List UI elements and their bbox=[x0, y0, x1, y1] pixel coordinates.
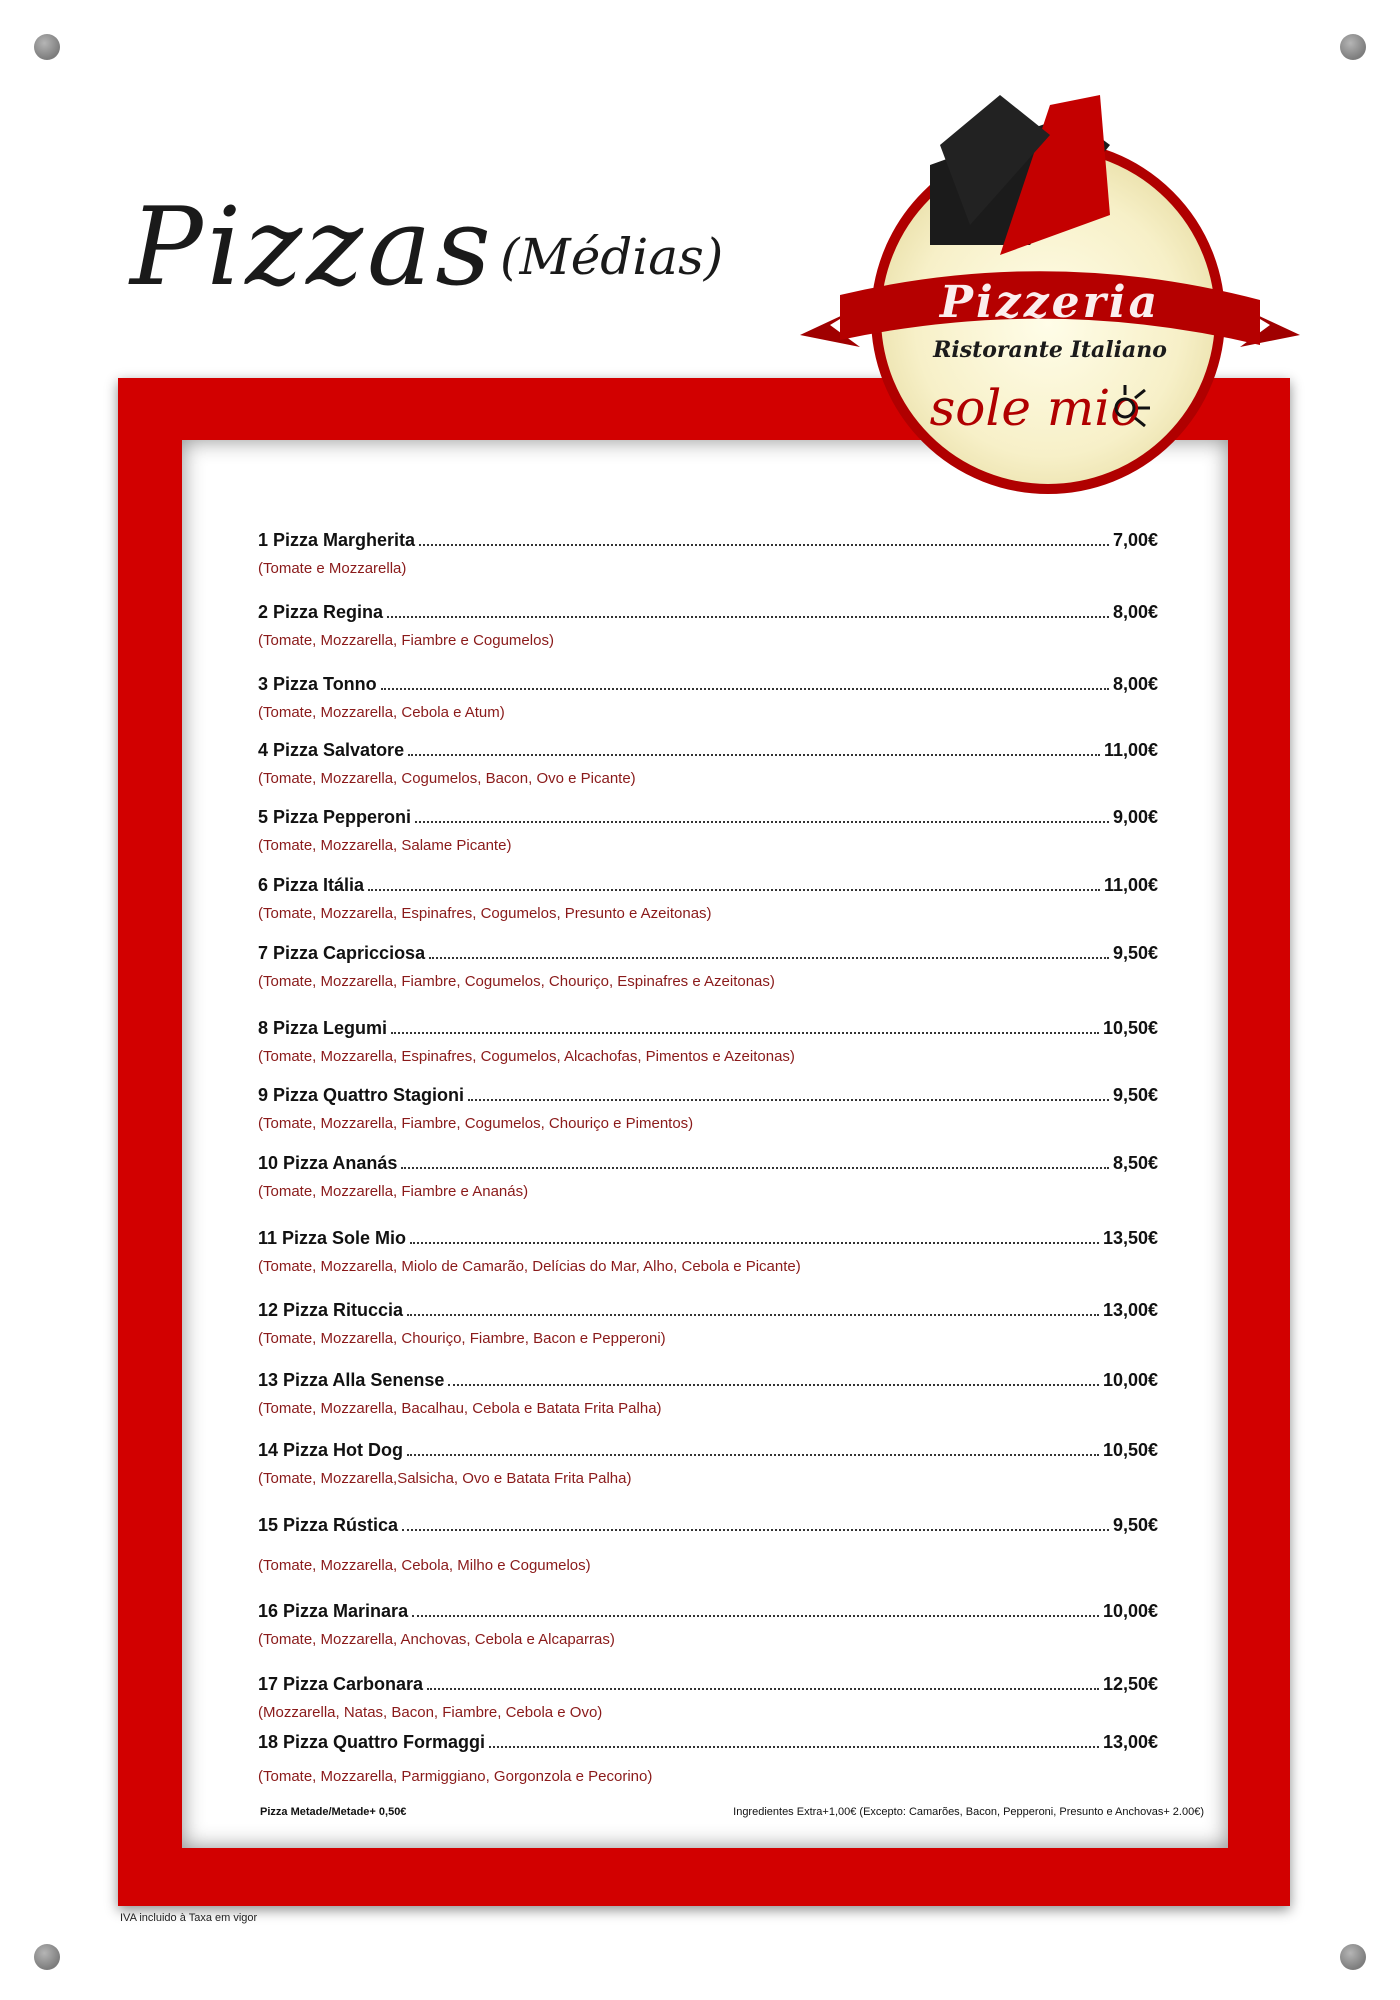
dotted-leader bbox=[408, 754, 1100, 756]
dotted-leader bbox=[415, 821, 1109, 823]
menu-item bbox=[258, 1018, 1158, 1088]
menu-item-name: 3 Pizza Tonno bbox=[258, 674, 377, 694]
menu-item bbox=[258, 674, 1158, 744]
menu-item-price: 13,00€ bbox=[1102, 1300, 1158, 1320]
menu-item-name: 9 Pizza Quattro Stagioni bbox=[258, 1085, 465, 1105]
menu-item bbox=[258, 530, 1158, 600]
menu-item-price: 9,00€ bbox=[1112, 807, 1158, 827]
menu-item-description: (Tomate, Mozzarella, Fiambre e Ananás) bbox=[258, 1183, 529, 1200]
menu-item-price: 13,50€ bbox=[1102, 1228, 1158, 1248]
menu-item bbox=[258, 602, 1158, 672]
menu-item bbox=[258, 875, 1158, 945]
menu-item-name: 18 Pizza Quattro Formaggi bbox=[258, 1732, 486, 1752]
dotted-leader bbox=[407, 1314, 1099, 1316]
menu-item-description: (Tomate, Mozzarella, Chouriço, Fiambre, Bacon e Pepperoni) bbox=[258, 1330, 666, 1347]
menu-item-name: 7 Pizza Capricciosa bbox=[258, 943, 426, 963]
dotted-leader bbox=[410, 1242, 1099, 1244]
logo-brand: sole mio bbox=[929, 379, 1141, 437]
logo-tagline: Ristorante Italiano bbox=[933, 337, 1167, 363]
menu-item bbox=[258, 1085, 1158, 1155]
dotted-leader bbox=[391, 1032, 1099, 1034]
menu-item bbox=[258, 1440, 1158, 1510]
pin-top-left bbox=[34, 34, 60, 60]
pin-bottom-right bbox=[1340, 1944, 1366, 1970]
menu-item bbox=[258, 1370, 1158, 1440]
menu-item-price: 13,00€ bbox=[1102, 1732, 1158, 1752]
dotted-leader bbox=[381, 688, 1109, 690]
menu-item-price: 11,00€ bbox=[1103, 740, 1158, 760]
menu-item-description: (Tomate, Mozzarella, Anchovas, Cebola e Alcaparras) bbox=[258, 1631, 615, 1648]
menu-item-description: (Tomate, Mozzarella, Cebola, Milho e Cogumelos) bbox=[258, 1557, 591, 1574]
dotted-leader bbox=[412, 1615, 1099, 1617]
menu-item-description: (Tomate, Mozzarella, Espinafres, Cogumelos, Presunto e Azeitonas) bbox=[258, 905, 712, 922]
menu-item-price: 10,50€ bbox=[1102, 1440, 1158, 1460]
page-subtitle: (Médias) bbox=[500, 228, 724, 286]
dotted-leader bbox=[429, 957, 1109, 959]
menu-item-name: 2 Pizza Regina bbox=[258, 602, 384, 622]
menu-item bbox=[258, 1732, 1158, 1802]
menu-item-description: (Tomate, Mozzarella, Fiambre e Cogumelos) bbox=[258, 632, 554, 649]
pin-bottom-left bbox=[34, 1944, 60, 1970]
dotted-leader bbox=[368, 889, 1100, 891]
menu-item-name: 11 Pizza Sole Mio bbox=[258, 1228, 407, 1248]
menu-item-price: 12,50€ bbox=[1102, 1674, 1158, 1694]
vat-note: IVA incluido à Taxa em vigor bbox=[120, 1912, 258, 1924]
menu-item-description: (Tomate e Mozzarella) bbox=[258, 560, 407, 577]
menu-item-description: (Tomate, Mozzarella, Miolo de Camarão, Delícias do Mar, Alho, Cebola e Picante) bbox=[258, 1258, 801, 1275]
menu-item-price: 9,50€ bbox=[1112, 1085, 1158, 1105]
menu-item-price: 7,00€ bbox=[1112, 530, 1158, 550]
menu-item bbox=[258, 1515, 1158, 1585]
logo-name: Pizzeria bbox=[939, 277, 1161, 328]
dotted-leader bbox=[427, 1688, 1099, 1690]
menu-item-name: 17 Pizza Carbonara bbox=[258, 1674, 424, 1694]
menu-item bbox=[258, 1300, 1158, 1370]
menu-item-name: 4 Pizza Salvatore bbox=[258, 740, 405, 760]
menu-item bbox=[258, 1228, 1158, 1298]
page-title: Pizzas bbox=[130, 185, 495, 310]
menu-item-price: 9,50€ bbox=[1112, 1515, 1158, 1535]
dotted-leader bbox=[402, 1529, 1109, 1531]
menu-item-name: 15 Pizza Rústica bbox=[258, 1515, 399, 1535]
menu-item-price: 10,00€ bbox=[1102, 1601, 1158, 1621]
menu-item-name: 16 Pizza Marinara bbox=[258, 1601, 409, 1621]
dotted-leader bbox=[468, 1099, 1109, 1101]
menu-item-price: 10,50€ bbox=[1102, 1018, 1158, 1038]
menu-item bbox=[258, 1153, 1158, 1223]
dotted-leader bbox=[401, 1167, 1109, 1169]
menu-item-name: 1 Pizza Margherita bbox=[258, 530, 416, 550]
menu-item-name: 12 Pizza Rituccia bbox=[258, 1300, 404, 1320]
extras-note: Ingredientes Extra+1,00€ (Excepto: Camarões, Bacon, Pepperoni, Presunto e Anchovas+ 2.00€) bbox=[733, 1806, 1204, 1818]
menu-item-name: 5 Pizza Pepperoni bbox=[258, 807, 412, 827]
menu-item-name: 10 Pizza Ananás bbox=[258, 1153, 398, 1173]
menu-item-description: (Tomate, Mozzarella, Parmiggiano, Gorgonzola e Pecorino) bbox=[258, 1768, 653, 1785]
menu-item bbox=[258, 740, 1158, 810]
menu-item-description: (Mozzarella, Natas, Bacon, Fiambre, Cebola e Ovo) bbox=[258, 1704, 603, 1721]
menu-item-price: 8,50€ bbox=[1112, 1153, 1158, 1173]
dotted-leader bbox=[489, 1746, 1099, 1748]
menu-item-price: 8,00€ bbox=[1112, 602, 1158, 622]
menu-item-name: 6 Pizza Itália bbox=[258, 875, 365, 895]
half-half-note: Pizza Metade/Metade+ 0,50€ bbox=[260, 1806, 407, 1818]
menu-item-price: 8,00€ bbox=[1112, 674, 1158, 694]
menu-item-description: (Tomate, Mozzarella, Cogumelos, Bacon, Ovo e Picante) bbox=[258, 770, 636, 787]
dotted-leader bbox=[387, 616, 1109, 618]
menu-item-description: (Tomate, Mozzarella,Salsicha, Ovo e Batata Frita Palha) bbox=[258, 1470, 632, 1487]
pizzeria-logo bbox=[800, 85, 1300, 525]
menu-item-price: 11,00€ bbox=[1103, 875, 1158, 895]
menu-item-description: (Tomate, Mozzarella, Salame Picante) bbox=[258, 837, 512, 854]
dotted-leader bbox=[407, 1454, 1099, 1456]
menu-item bbox=[258, 943, 1158, 1013]
menu-item-name: 8 Pizza Legumi bbox=[258, 1018, 388, 1038]
menu-item-description: (Tomate, Mozzarella, Espinafres, Cogumelos, Alcachofas, Pimentos e Azeitonas) bbox=[258, 1048, 795, 1065]
dotted-leader bbox=[419, 544, 1109, 546]
menu-item-description: (Tomate, Mozzarella, Fiambre, Cogumelos, Chouriço, Espinafres e Azeitonas) bbox=[258, 973, 775, 990]
menu-item-price: 9,50€ bbox=[1112, 943, 1158, 963]
menu-item-description: (Tomate, Mozzarella, Bacalhau, Cebola e Batata Frita Palha) bbox=[258, 1400, 662, 1417]
menu-item-description: (Tomate, Mozzarella, Fiambre, Cogumelos, Chouriço e Pimentos) bbox=[258, 1115, 694, 1132]
dotted-leader bbox=[448, 1384, 1099, 1386]
menu-item-name: 13 Pizza Alla Senense bbox=[258, 1370, 445, 1390]
menu-item bbox=[258, 1601, 1158, 1671]
menu-item-description: (Tomate, Mozzarella, Cebola e Atum) bbox=[258, 704, 505, 721]
menu-item-price: 10,00€ bbox=[1102, 1370, 1158, 1390]
menu-item-name: 14 Pizza Hot Dog bbox=[258, 1440, 404, 1460]
menu-item bbox=[258, 807, 1158, 877]
pin-top-right bbox=[1340, 34, 1366, 60]
